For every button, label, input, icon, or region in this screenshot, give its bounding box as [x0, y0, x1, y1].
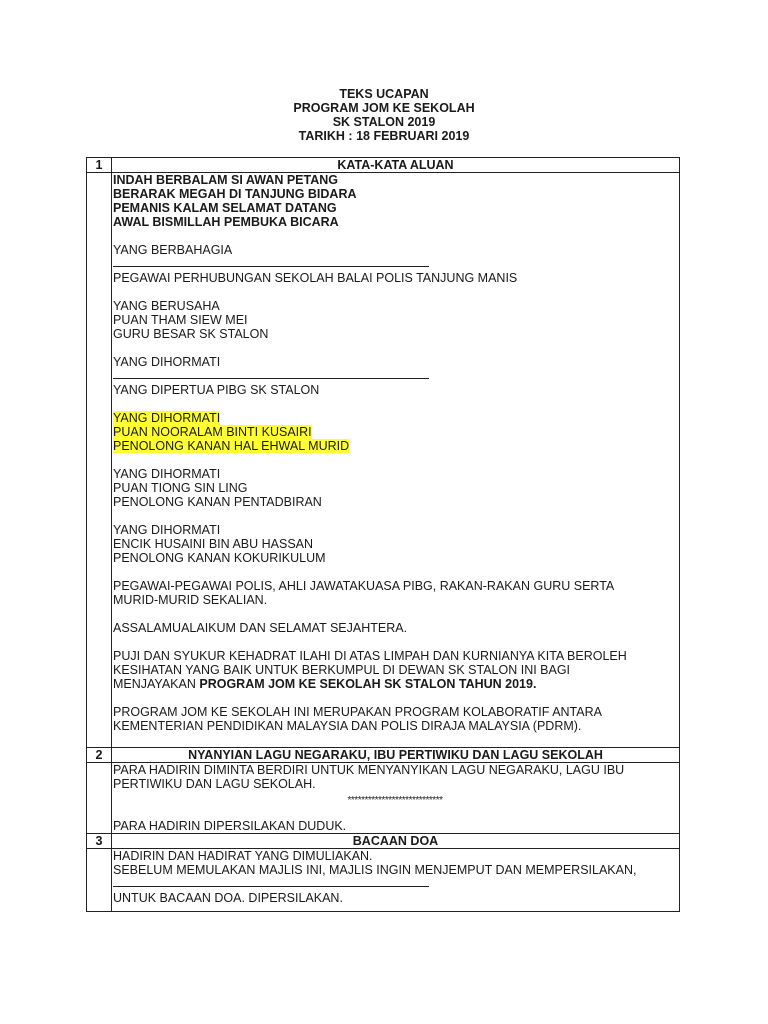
greeting-line: ENCIK HUSAINI BIN ABU HASSAN	[113, 537, 314, 551]
greeting-line: PEGAWAI PERHUBUNGAN SEKOLAH BALAI POLIS TANJUNG MANIS	[113, 271, 518, 285]
paragraph-line: KEMENTERIAN PENDIDIKAN MALAYSIA DAN POLIS DIRAJA MALAYSIA (PDRM).	[113, 719, 582, 733]
section-3-content	[112, 849, 680, 912]
section-2-content-row	[87, 763, 680, 834]
paragraph-line: PARA HADIRIN DIPERSILAKAN DUDUK.	[113, 819, 347, 833]
section-2-content	[112, 763, 680, 834]
section-number: 2	[87, 748, 112, 763]
greeting-line: YANG DIHORMATI	[113, 355, 221, 369]
paragraph-line: PEGAWAI-PEGAWAI POLIS, AHLI JAWATAKUASA PIBG, RAKAN-RAKAN GURU SERTA	[113, 579, 615, 593]
number-cell-empty	[87, 763, 112, 834]
paragraph-line: ASSALAMUALAIKUM DAN SELAMAT SEJAHTERA.	[113, 621, 408, 635]
greeting-line: YANG BERBAHAGIA	[113, 243, 233, 257]
greeting-line: YANG DIHORMATI	[113, 523, 221, 537]
pantun-line: AWAL BISMILLAH PEMBUKA BICARA	[113, 215, 339, 229]
pantun-line: INDAH BERBALAM SI AWAN PETANG	[113, 173, 338, 187]
greeting-line: YANG DIHORMATI	[113, 467, 221, 481]
greeting-line: PUAN THAM SIEW MEI	[113, 313, 248, 327]
header-title: TEKS UCAPAN	[339, 87, 429, 101]
section-title: KATA-KATA ALUAN	[112, 158, 680, 173]
greeting-line: PUAN TIONG SIN LING	[113, 481, 248, 495]
header-program: PROGRAM JOM KE SEKOLAH	[293, 101, 475, 115]
section-number: 1	[87, 158, 112, 173]
paragraph-line: PUJI DAN SYUKUR KEHADRAT ILAHI DI ATAS LIMPAH DAN KURNIANYA KITA BEROLEH	[113, 649, 627, 663]
paragraph-line: HADIRIN DAN HADIRAT YANG DIMULIAKAN.	[113, 849, 373, 863]
highlighted-greeting-line: PENOLONG KANAN HAL EHWAL MURID	[113, 439, 350, 453]
greeting-line: YANG BERUSAHA	[113, 299, 220, 313]
paragraph-line: PARA HADIRIN DIMINTA BERDIRI UNTUK MENYANYIKAN LAGU NEGARAKU, LAGU IBU	[113, 763, 625, 777]
name-blank	[113, 369, 677, 383]
number-cell-empty	[87, 849, 112, 912]
greeting-line: YANG DIPERTUA PIBG SK STALON	[113, 383, 320, 397]
section-2-title-row	[87, 748, 680, 763]
section-1-content-row	[87, 173, 680, 748]
separator: ****************************	[347, 795, 443, 806]
section-title: NYANYIAN LAGU NEGARAKU, IBU PERTIWIKU DAN LAGU SEKOLAH	[112, 748, 680, 763]
section-1-content	[112, 173, 680, 748]
paragraph-line: KESIHATAN YANG BAIK UNTUK BERKUMPUL DI DEWAN SK STALON INI BAGI	[113, 663, 571, 677]
name-blank	[113, 877, 677, 891]
paragraph-line: MURID-MURID SEKALIAN.	[113, 593, 268, 607]
highlighted-greeting-line: PUAN NOORALAM BINTI KUSAIRI	[113, 425, 312, 439]
paragraph-line: MENJAYAKAN PROGRAM JOM KE SEKOLAH SK STALON TAHUN 2019.	[113, 677, 537, 691]
speech-table	[86, 157, 680, 912]
name-blank	[113, 257, 677, 271]
section-3-title-row	[87, 834, 680, 849]
paragraph-line: UNTUK BACAAN DOA. DIPERSILAKAN.	[113, 891, 343, 905]
section-1-title-row	[87, 158, 680, 173]
greeting-line: PENOLONG KANAN PENTADBIRAN	[113, 495, 322, 509]
greeting-line: PENOLONG KANAN KOKURIKULUM	[113, 551, 326, 565]
highlighted-greeting-line: YANG DIHORMATI	[113, 411, 221, 425]
greeting-line: GURU BESAR SK STALON	[113, 327, 269, 341]
paragraph-line: SEBELUM MEMULAKAN MAJLIS INI, MAJLIS INGIN MENJEMPUT DAN MEMPERSILAKAN,	[113, 863, 637, 877]
paragraph-line: PROGRAM JOM KE SEKOLAH INI MERUPAKAN PROGRAM KOLABORATIF ANTARA	[113, 705, 602, 719]
header-date: TARIKH : 18 FEBRUARI 2019	[298, 129, 470, 143]
section-3-content-row	[87, 849, 680, 912]
section-number: 3	[87, 834, 112, 849]
document-header	[0, 87, 768, 143]
pantun-line: PEMANIS KALAM SELAMAT DATANG	[113, 201, 337, 215]
pantun-line: BERARAK MEGAH DI TANJUNG BIDARA	[113, 187, 357, 201]
number-cell-empty	[87, 173, 112, 748]
paragraph-line: PERTIWIKU DAN LAGU SEKOLAH.	[113, 777, 316, 791]
header-school: SK STALON 2019	[332, 115, 436, 129]
section-title: BACAAN DOA	[112, 834, 680, 849]
